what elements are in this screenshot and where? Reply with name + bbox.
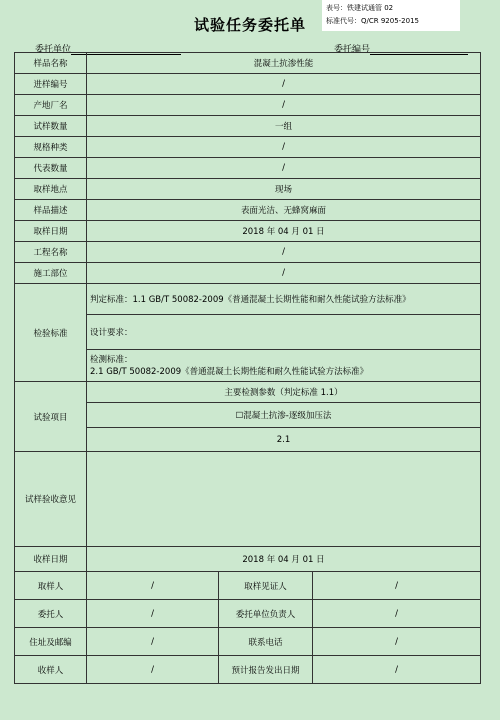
design-requirement: 设计要求： [87,315,481,350]
table-row [15,200,481,221]
test-standard-value: 2.1 GB/T 50082-2009《普通混凝土长期性能和耐久性能试验方法标准》 [90,366,369,377]
construction-part-label: 施工部位 [15,263,87,284]
sample-name-label: 样品名称 [15,53,87,74]
judge-standard: 判定标准：1.1 GB/T 50082-2009《普通混凝土长期性能和耐久性能试验方法标准》 [87,284,481,315]
construction-part-value: / [87,263,481,284]
rep-qty-value: / [87,158,481,179]
table-row [15,158,481,179]
table-row [15,452,481,547]
project-value: / [87,242,481,263]
origin-label: 产地厂名 [15,95,87,116]
description-label: 样品描述 [15,200,87,221]
test-method-checkbox[interactable]: ☐混凝土抗渗-逐级加压法 [87,403,481,428]
acceptance-label: 试样验收意见 [15,452,87,547]
receive-date-label: 收样日期 [15,547,87,572]
client-label: 委托单位 [35,45,72,55]
client-person-value: / [87,600,219,628]
main-param: 主要检测参数（判定标准 1.1） [87,382,481,403]
sampler-value: / [87,572,219,600]
quantity-label: 试样数量 [15,116,87,137]
form-title: 试验任务委托单 [193,16,306,34]
standard-code: 标准代号：Q/CR 9205-2015 [326,17,419,25]
table-row [15,547,481,572]
address-label: 住址及邮编 [15,628,87,656]
table-row [15,572,481,600]
sampling-date-label: 取样日期 [15,221,87,242]
report-date-label: 预计报告发出日期 [219,656,313,684]
witness-value: / [313,572,481,600]
client-head-label: 委托单位负责人 [219,600,313,628]
table-row [15,284,481,315]
acceptance-value[interactable] [87,452,481,547]
receiver-label: 收样人 [15,656,87,684]
table-row [15,95,481,116]
form-number: 表号：铁建试通管 02 [326,4,394,12]
origin-value: / [87,95,481,116]
client-person-label: 委托人 [15,600,87,628]
test-items-label: 试验项目 [15,382,87,452]
rep-qty-label: 代表数量 [15,158,87,179]
sampling-date-value: 2018 年 04 月 01 日 [87,221,481,242]
witness-label: 取样见证人 [219,572,313,600]
inspection-no-label: 进样编号 [15,74,87,95]
test-method-ref: 2.1 [87,428,481,452]
inspection-no-value: / [87,74,481,95]
test-standard [87,350,481,382]
table-row [15,242,481,263]
table-row [15,53,481,74]
sampling-site-value: 现场 [87,179,481,200]
quantity-value: 一组 [87,116,481,137]
address-value: / [87,628,219,656]
table-row [15,656,481,684]
standard-label: 检验标准 [15,284,87,382]
client-head-value: / [313,600,481,628]
table-row [15,74,481,95]
table-row [15,263,481,284]
sample-name-value: 混凝土抗渗性能 [87,53,481,74]
table-row [15,382,481,403]
spec-label: 规格种类 [15,137,87,158]
receive-date-value: 2018 年 04 月 01 日 [87,547,481,572]
sampling-site-label: 取样地点 [15,179,87,200]
description-value: 表面光洁、无蜂窝麻面 [87,200,481,221]
entrust-no-label: 委托编号 [334,45,371,55]
table-row [15,116,481,137]
spec-value: / [87,137,481,158]
report-date-value: / [313,656,481,684]
test-standard-title: 检测标准： [90,354,133,365]
entrust-form-table [14,52,481,684]
table-row [15,179,481,200]
sampler-label: 取样人 [15,572,87,600]
phone-label: 联系电话 [219,628,313,656]
phone-value: / [313,628,481,656]
table-row [15,600,481,628]
project-label: 工程名称 [15,242,87,263]
table-row [15,137,481,158]
table-row [15,628,481,656]
receiver-value: / [87,656,219,684]
form-code-stamp [322,0,460,31]
table-row [15,221,481,242]
